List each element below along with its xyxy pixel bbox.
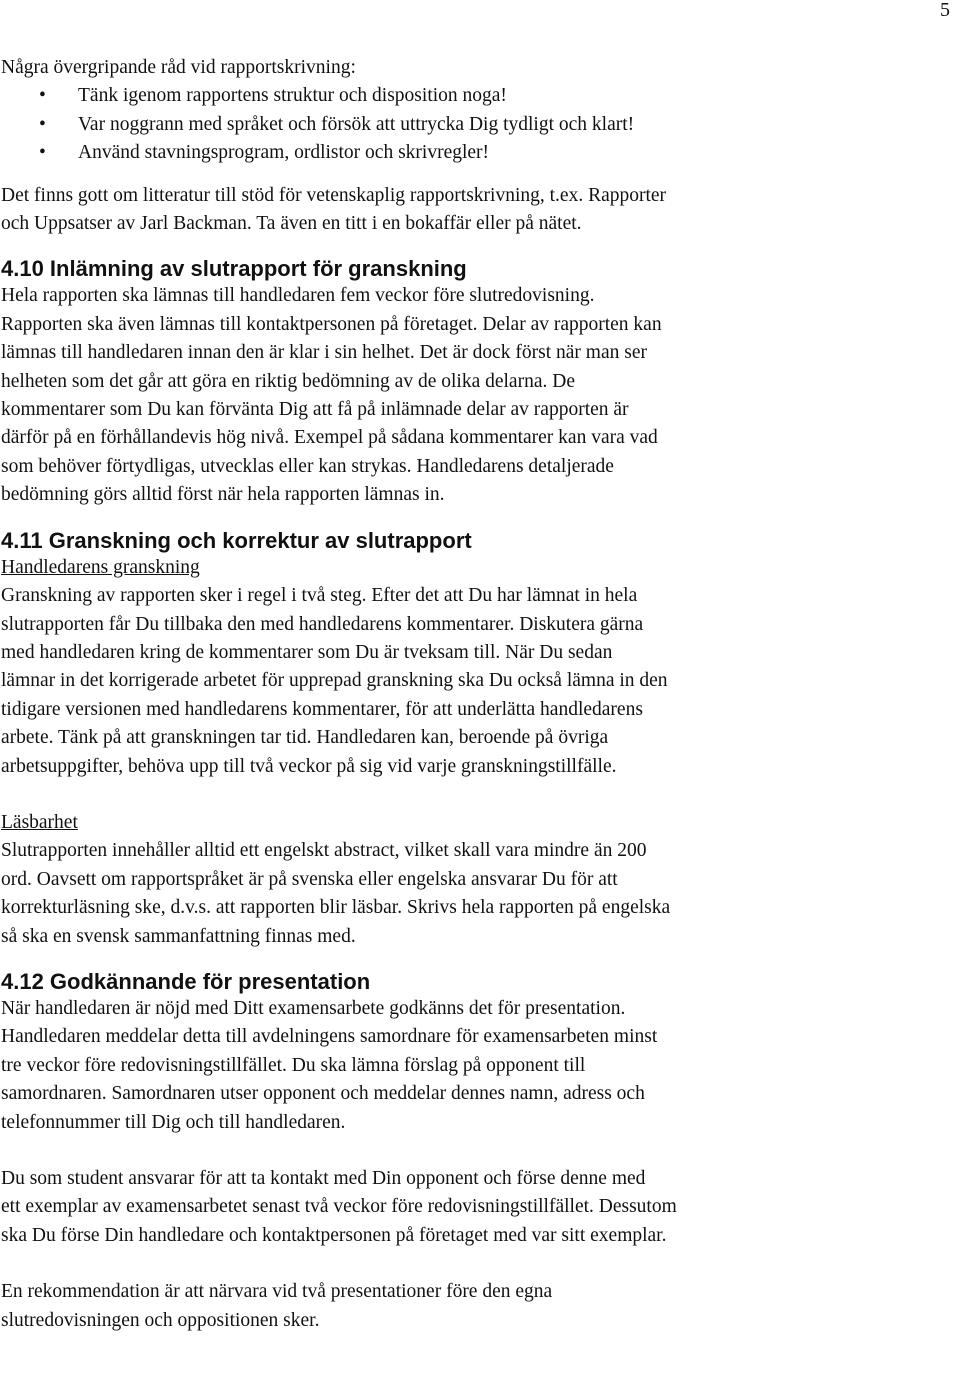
text-line: tre veckor före redovisningstillfället. Du ska lämna förslag på opponent till bbox=[1, 1054, 586, 1076]
list-item: • Tänk igenom rapportens struktur och disposition noga! bbox=[1, 82, 951, 110]
text-line: slutrapporten får Du tillbaka den med handledarens kommentarer. Diskutera gärna bbox=[1, 613, 644, 635]
text-line: samordnaren. Samordnaren utser opponent och meddelar dennes namn, adress och bbox=[1, 1083, 645, 1105]
text-line: Slutrapporten innehåller alltid ett engelskt abstract, vilket skall vara mindre än 200 bbox=[1, 840, 647, 862]
text-line: När handledaren är nöjd med Ditt examensarbete godkänns det för presentation. bbox=[1, 997, 626, 1019]
text-line: Hela rapporten ska lämnas till handledaren fem veckor före slutredovisning. bbox=[1, 285, 595, 307]
text-line: En rekommendation är att närvara vid två presentationer före den egna bbox=[1, 1281, 553, 1303]
section-heading-4-11: 4.11 Granskning och korrektur av slutrapport bbox=[1, 527, 472, 553]
intro-title: Några övergripande råd vid rapportskrivning: bbox=[1, 57, 356, 78]
page-number: 5 bbox=[940, 0, 950, 21]
section-4-11-sub2-body bbox=[1, 837, 951, 951]
literature-line: och Uppsatser av Jarl Backman. Ta även en titt i en bokaffär eller på nätet. bbox=[1, 213, 582, 235]
text-line: kommentarer som Du kan förvänta Dig att få på inlämnade delar av rapporten är bbox=[1, 399, 629, 421]
literature-line: Det finns gott om litteratur till stöd för vetenskaplig rapportskrivning, t.ex. Rapporter bbox=[1, 184, 667, 206]
text-line: Du som student ansvarar för att ta kontakt med Din opponent och förse denne med bbox=[1, 1168, 646, 1189]
text-line: Granskning av rapporten sker i regel i två steg. Efter det att Du har lämnat in hela bbox=[1, 585, 638, 607]
text-line: Rapporten ska även lämnas till kontaktpersonen på företaget. Delar av rapporten kan bbox=[1, 313, 662, 335]
text-line: därför på en förhållandevis hög nivå. Exempel på sådana kommentarer kan vara vad bbox=[1, 427, 658, 449]
section-heading-4-10: 4.10 Inlämning av slutrapport för granskning bbox=[1, 256, 467, 282]
section-4-12-para3 bbox=[1, 1278, 951, 1335]
document-body bbox=[1, 54, 951, 1335]
text-line: med handledaren kring de kommentarer som Du är tveksam till. När Du sedan bbox=[1, 641, 613, 663]
subheading-handledarens-granskning: Handledarens granskning bbox=[1, 556, 200, 578]
list-item: • Var noggrann med språket och försök att uttrycka Dig tydligt och klart! bbox=[1, 111, 951, 139]
section-4-11-sub1-body bbox=[1, 582, 951, 781]
text-line: ord. Oavsett om rapportspråket är på svenska eller engelska ansvarar Du för att bbox=[1, 868, 618, 890]
text-line: slutredovisningen och oppositionen sker. bbox=[1, 1309, 320, 1331]
subheading-lasbarhet: Läsbarhet bbox=[1, 811, 78, 833]
text-line: korrekturläsning ske, d.v.s. att rapporten blir läsbar. Skrivs hela rapporten på engelska bbox=[1, 897, 671, 919]
text-line: så ska en svensk sammanfattning finnas med. bbox=[1, 925, 356, 947]
section-4-12-para1 bbox=[1, 995, 951, 1137]
text-line: lämnas till handledaren innan den är klar i sin helhet. Det är dock först när man ser bbox=[1, 342, 647, 364]
text-line: ett exemplar av examensarbetet senast två veckor före redovisningstillfället. Dessutom bbox=[1, 1196, 677, 1218]
text-line: som behöver förtydligas, utvecklas eller kan strykas. Handledarens detaljerade bbox=[1, 455, 614, 477]
text-line: lämnar in det korrigerade arbetet för upprepad granskning ska Du också lämna in den bbox=[1, 670, 668, 692]
section-heading-4-12: 4.12 Godkännande för presentation bbox=[1, 968, 371, 994]
section-4-12-para2 bbox=[1, 1165, 951, 1250]
text-line: bedömning görs alltid först när hela rapporten lämnas in. bbox=[1, 484, 445, 506]
text-line: helheten som det går att göra en riktig bedömning av de olika delarna. De bbox=[1, 370, 575, 392]
text-line: tidigare versionen med handledarens kommentarer, för att underlätta handledarens bbox=[1, 698, 643, 720]
list-item: • Använd stavningsprogram, ordlistor och skrivregler! bbox=[1, 139, 951, 167]
tips-list bbox=[1, 82, 951, 167]
section-4-10-body bbox=[1, 282, 951, 509]
text-line: telefonnummer till Dig och till handledaren. bbox=[1, 1111, 346, 1133]
text-line: Handledaren meddelar detta till avdelningens samordnare för examensarbeten minst bbox=[1, 1026, 658, 1048]
text-line: arbete. Tänk på att granskningen tar tid. Handledaren kan, beroende på övriga bbox=[1, 727, 609, 749]
text-line: ska Du förse Din handledare och kontaktpersonen på företaget med var sitt exemplar. bbox=[1, 1224, 667, 1246]
text-line: arbetsuppgifter, behöva upp till två veckor på sig vid varje granskningstillfälle. bbox=[1, 755, 617, 777]
